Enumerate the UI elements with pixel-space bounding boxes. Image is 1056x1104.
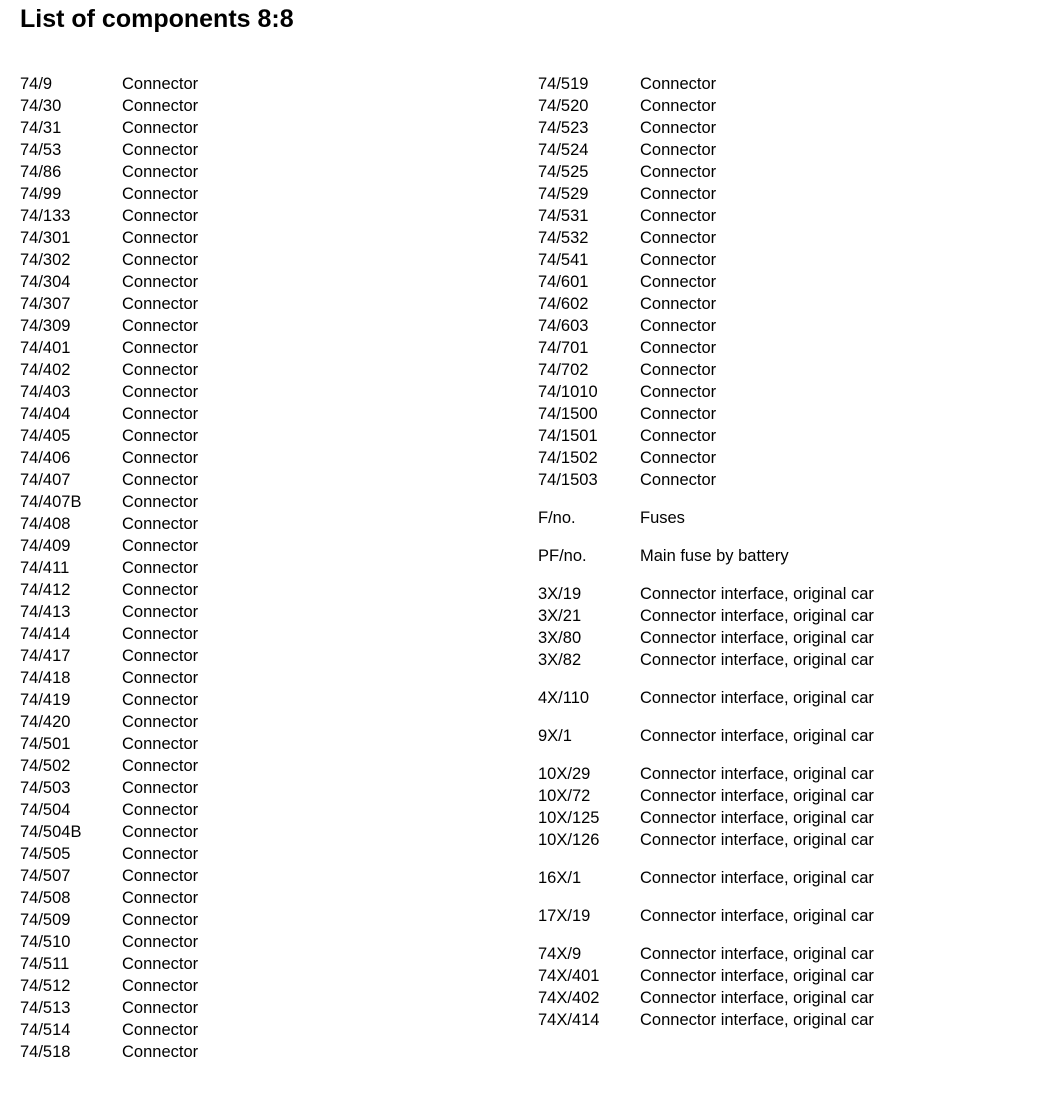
component-row (538, 403, 1038, 425)
component-row (20, 513, 520, 535)
component-row (538, 469, 1038, 491)
component-description: Connector (640, 361, 717, 379)
component-code: 74/412 (20, 581, 71, 599)
component-description: Connector (640, 185, 717, 203)
component-row (20, 953, 520, 975)
component-description: Connector interface, original car (640, 945, 874, 963)
component-code: 16X/1 (538, 869, 582, 887)
component-code: 74/53 (20, 141, 62, 159)
component-group (538, 725, 1038, 747)
component-row (538, 905, 1038, 927)
component-row (538, 161, 1038, 183)
component-row (20, 557, 520, 579)
component-description: Connector (640, 163, 717, 181)
component-row (538, 447, 1038, 469)
component-row (538, 139, 1038, 161)
component-row (538, 965, 1038, 987)
component-row (538, 249, 1038, 271)
component-list-left-column (20, 73, 520, 1063)
component-code: 74/408 (20, 515, 71, 533)
component-code: 74/307 (20, 295, 71, 313)
component-code: 74/1500 (538, 405, 598, 423)
component-description: Connector (640, 295, 717, 313)
component-code: 3X/21 (538, 607, 582, 625)
component-code: 74/701 (538, 339, 589, 357)
component-description: Connector (122, 339, 199, 357)
component-code: 74/302 (20, 251, 71, 269)
component-row (20, 359, 520, 381)
component-description: Connector (122, 603, 199, 621)
component-code: 74X/414 (538, 1011, 600, 1029)
component-code: 74/401 (20, 339, 71, 357)
component-description: Connector (122, 361, 199, 379)
component-description: Connector interface, original car (640, 1011, 874, 1029)
component-code: 74/602 (538, 295, 589, 313)
component-group (538, 583, 1038, 671)
component-group (538, 763, 1038, 851)
component-code: 74/503 (20, 779, 71, 797)
component-row (20, 777, 520, 799)
component-row (20, 711, 520, 733)
component-description: Connector (122, 229, 199, 247)
component-row (538, 95, 1038, 117)
component-description: Connector (122, 669, 199, 687)
component-code: 74/30 (20, 97, 62, 115)
component-description: Connector (122, 295, 199, 313)
component-row (20, 73, 520, 95)
component-row (538, 205, 1038, 227)
component-description: Connector (122, 119, 199, 137)
component-code: 74/1503 (538, 471, 598, 489)
component-code: 74/603 (538, 317, 589, 335)
component-description: Connector (122, 251, 199, 269)
component-row (538, 315, 1038, 337)
component-description: Connector (122, 383, 199, 401)
component-row (538, 381, 1038, 403)
component-row (538, 271, 1038, 293)
component-description: Connector (122, 757, 199, 775)
component-code: 74/413 (20, 603, 71, 621)
component-row (20, 227, 520, 249)
component-row (20, 865, 520, 887)
component-code: 74/99 (20, 185, 62, 203)
component-description: Connector (122, 449, 199, 467)
component-description: Fuses (640, 509, 685, 527)
component-row (538, 807, 1038, 829)
component-row (538, 1009, 1038, 1031)
component-code: 74/407B (20, 493, 82, 511)
component-code: 74/531 (538, 207, 589, 225)
component-code: 74/523 (538, 119, 589, 137)
component-row (20, 755, 520, 777)
component-description: Connector (122, 141, 199, 159)
component-description: Connector (122, 493, 199, 511)
component-description: Connector interface, original car (640, 651, 874, 669)
component-row (20, 1019, 520, 1041)
component-code: 74/518 (20, 1043, 71, 1061)
component-description: Connector (122, 625, 199, 643)
component-row (20, 205, 520, 227)
component-code: 3X/19 (538, 585, 582, 603)
component-row (538, 117, 1038, 139)
component-row (538, 987, 1038, 1009)
component-description: Connector (640, 339, 717, 357)
component-description: Connector (122, 97, 199, 115)
component-description: Connector (122, 163, 199, 181)
component-description: Connector interface, original car (640, 585, 874, 603)
component-description: Connector interface, original car (640, 967, 874, 985)
component-code: 74/541 (538, 251, 589, 269)
component-description: Connector (122, 933, 199, 951)
component-code: 74/511 (20, 955, 70, 973)
component-description: Connector (640, 251, 717, 269)
component-description: Connector (640, 97, 717, 115)
component-description: Connector (122, 691, 199, 709)
component-description: Connector (122, 75, 199, 93)
component-code: 74/508 (20, 889, 71, 907)
component-description: Connector (640, 75, 717, 93)
component-list-right-column (538, 73, 1038, 1031)
component-code: F/no. (538, 509, 576, 527)
component-row (20, 139, 520, 161)
component-description: Connector (122, 515, 199, 533)
component-row (20, 337, 520, 359)
component-description: Connector (640, 449, 717, 467)
component-code: 74/402 (20, 361, 71, 379)
component-row (538, 687, 1038, 709)
component-row (20, 667, 520, 689)
component-row (20, 799, 520, 821)
component-row (20, 271, 520, 293)
component-description: Connector interface, original car (640, 689, 874, 707)
component-code: 74/406 (20, 449, 71, 467)
component-description: Connector (122, 185, 199, 203)
component-description: Connector (122, 823, 199, 841)
component-code: 74/414 (20, 625, 71, 643)
component-group (538, 73, 1038, 491)
component-row (538, 649, 1038, 671)
component-group (538, 943, 1038, 1031)
component-row (20, 843, 520, 865)
component-row (20, 975, 520, 997)
component-row (538, 763, 1038, 785)
component-code: 74X/402 (538, 989, 600, 1007)
component-code: 74/418 (20, 669, 71, 687)
component-code: 74/301 (20, 229, 71, 247)
component-row (20, 425, 520, 447)
component-code: 74/524 (538, 141, 589, 159)
component-description: Connector interface, original car (640, 787, 874, 805)
component-row (538, 183, 1038, 205)
component-row (538, 605, 1038, 627)
component-row (20, 161, 520, 183)
component-description: Connector (640, 207, 717, 225)
component-row (20, 733, 520, 755)
component-row (20, 623, 520, 645)
component-row (20, 601, 520, 623)
component-code: 74/502 (20, 757, 71, 775)
component-row (20, 469, 520, 491)
component-row (538, 227, 1038, 249)
component-code: 74/504B (20, 823, 82, 841)
component-description: Connector (640, 119, 717, 137)
component-row (20, 315, 520, 337)
component-group (538, 905, 1038, 927)
component-group (538, 687, 1038, 709)
component-code: 74/702 (538, 361, 589, 379)
component-code: 74/133 (20, 207, 71, 225)
component-description: Connector (122, 801, 199, 819)
component-row (538, 507, 1038, 529)
component-code: 10X/72 (538, 787, 591, 805)
component-row (20, 293, 520, 315)
component-code: 74/1502 (538, 449, 598, 467)
component-code: 10X/29 (538, 765, 591, 783)
component-code: 74/504 (20, 801, 71, 819)
component-code: 74/417 (20, 647, 71, 665)
component-row (20, 447, 520, 469)
component-code: 74/1010 (538, 383, 598, 401)
component-group (538, 507, 1038, 529)
component-description: Connector (122, 713, 199, 731)
component-description: Connector (122, 999, 199, 1017)
component-description: Connector (122, 405, 199, 423)
component-description: Connector (122, 1043, 199, 1061)
component-group (538, 545, 1038, 567)
component-row (538, 359, 1038, 381)
component-description: Connector (122, 427, 199, 445)
component-description: Connector (122, 537, 199, 555)
component-description: Connector (122, 845, 199, 863)
component-row (20, 821, 520, 843)
component-row (20, 909, 520, 931)
component-description: Connector (122, 889, 199, 907)
component-code: 74/601 (538, 273, 589, 291)
component-description: Connector interface, original car (640, 869, 874, 887)
component-code: 74/509 (20, 911, 71, 929)
component-code: 74/31 (20, 119, 62, 137)
component-code: 10X/126 (538, 831, 600, 849)
component-description: Connector interface, original car (640, 629, 874, 647)
component-code: 74/529 (538, 185, 589, 203)
component-row (538, 73, 1038, 95)
component-code: 17X/19 (538, 907, 591, 925)
component-description: Connector (640, 273, 717, 291)
component-code: 74/520 (538, 97, 589, 115)
component-description: Connector (640, 405, 717, 423)
component-code: 74/409 (20, 537, 71, 555)
component-row (20, 403, 520, 425)
component-row (538, 425, 1038, 447)
component-row (20, 887, 520, 909)
component-description: Connector interface, original car (640, 765, 874, 783)
component-description: Connector (640, 383, 717, 401)
component-row (20, 645, 520, 667)
component-row (538, 867, 1038, 889)
component-group (20, 73, 520, 1063)
component-description: Connector (122, 735, 199, 753)
component-code: 74/419 (20, 691, 71, 709)
component-description: Connector (640, 471, 717, 489)
component-code: 74X/9 (538, 945, 582, 963)
component-description: Connector (122, 273, 199, 291)
component-row (20, 491, 520, 513)
component-description: Connector interface, original car (640, 727, 874, 745)
component-group (538, 867, 1038, 889)
component-description: Connector (122, 559, 199, 577)
component-code: 74/304 (20, 273, 71, 291)
component-description: Connector interface, original car (640, 607, 874, 625)
component-code: 10X/125 (538, 809, 600, 827)
component-code: 74/309 (20, 317, 71, 335)
component-code: 3X/80 (538, 629, 582, 647)
component-description: Connector interface, original car (640, 907, 874, 925)
component-description: Connector interface, original car (640, 989, 874, 1007)
component-code: 74/505 (20, 845, 71, 863)
component-code: 74/512 (20, 977, 71, 995)
component-description: Connector (640, 141, 717, 159)
component-code: 74/420 (20, 713, 71, 731)
component-row (538, 337, 1038, 359)
component-description: Connector (122, 867, 199, 885)
component-code: 74/501 (20, 735, 71, 753)
component-code: 74/404 (20, 405, 71, 423)
component-row (538, 583, 1038, 605)
component-row (20, 381, 520, 403)
component-code: 74X/401 (538, 967, 600, 985)
component-description: Connector (122, 207, 199, 225)
component-code: 74/513 (20, 999, 71, 1017)
component-code: 74/411 (20, 559, 70, 577)
component-code: 74/525 (538, 163, 589, 181)
component-row (20, 1041, 520, 1063)
component-description: Connector (640, 317, 717, 335)
component-code: 74/403 (20, 383, 71, 401)
component-code: PF/no. (538, 547, 587, 565)
component-row (538, 829, 1038, 851)
component-description: Connector (122, 471, 199, 489)
component-description: Connector (122, 317, 199, 335)
component-code: 9X/1 (538, 727, 572, 745)
component-code: 74/532 (538, 229, 589, 247)
component-row (538, 627, 1038, 649)
component-code: 74/510 (20, 933, 71, 951)
component-row (20, 997, 520, 1019)
component-row (20, 931, 520, 953)
component-code: 74/514 (20, 1021, 71, 1039)
component-row (20, 117, 520, 139)
component-code: 74/507 (20, 867, 71, 885)
component-row (20, 249, 520, 271)
component-row (538, 293, 1038, 315)
component-description: Connector (122, 977, 199, 995)
component-row (538, 785, 1038, 807)
component-description: Connector (640, 229, 717, 247)
component-code: 74/9 (20, 75, 53, 93)
component-description: Main fuse by battery (640, 547, 789, 565)
component-row (20, 183, 520, 205)
component-description: Connector (122, 955, 199, 973)
component-row (20, 95, 520, 117)
component-description: Connector (640, 427, 717, 445)
component-row (20, 579, 520, 601)
component-row (538, 545, 1038, 567)
component-row (538, 725, 1038, 747)
component-code: 74/405 (20, 427, 71, 445)
component-description: Connector interface, original car (640, 831, 874, 849)
component-code: 74/519 (538, 75, 589, 93)
component-code: 4X/110 (538, 689, 590, 707)
component-description: Connector interface, original car (640, 809, 874, 827)
component-code: 74/407 (20, 471, 71, 489)
component-description: Connector (122, 911, 199, 929)
component-row (20, 535, 520, 557)
component-description: Connector (122, 647, 199, 665)
component-description: Connector (122, 779, 199, 797)
page-title: List of components 8:8 (20, 5, 294, 33)
component-row (20, 689, 520, 711)
component-code: 74/1501 (538, 427, 598, 445)
component-code: 74/86 (20, 163, 62, 181)
component-code: 3X/82 (538, 651, 582, 669)
component-description: Connector (122, 581, 199, 599)
component-description: Connector (122, 1021, 199, 1039)
component-row (538, 943, 1038, 965)
